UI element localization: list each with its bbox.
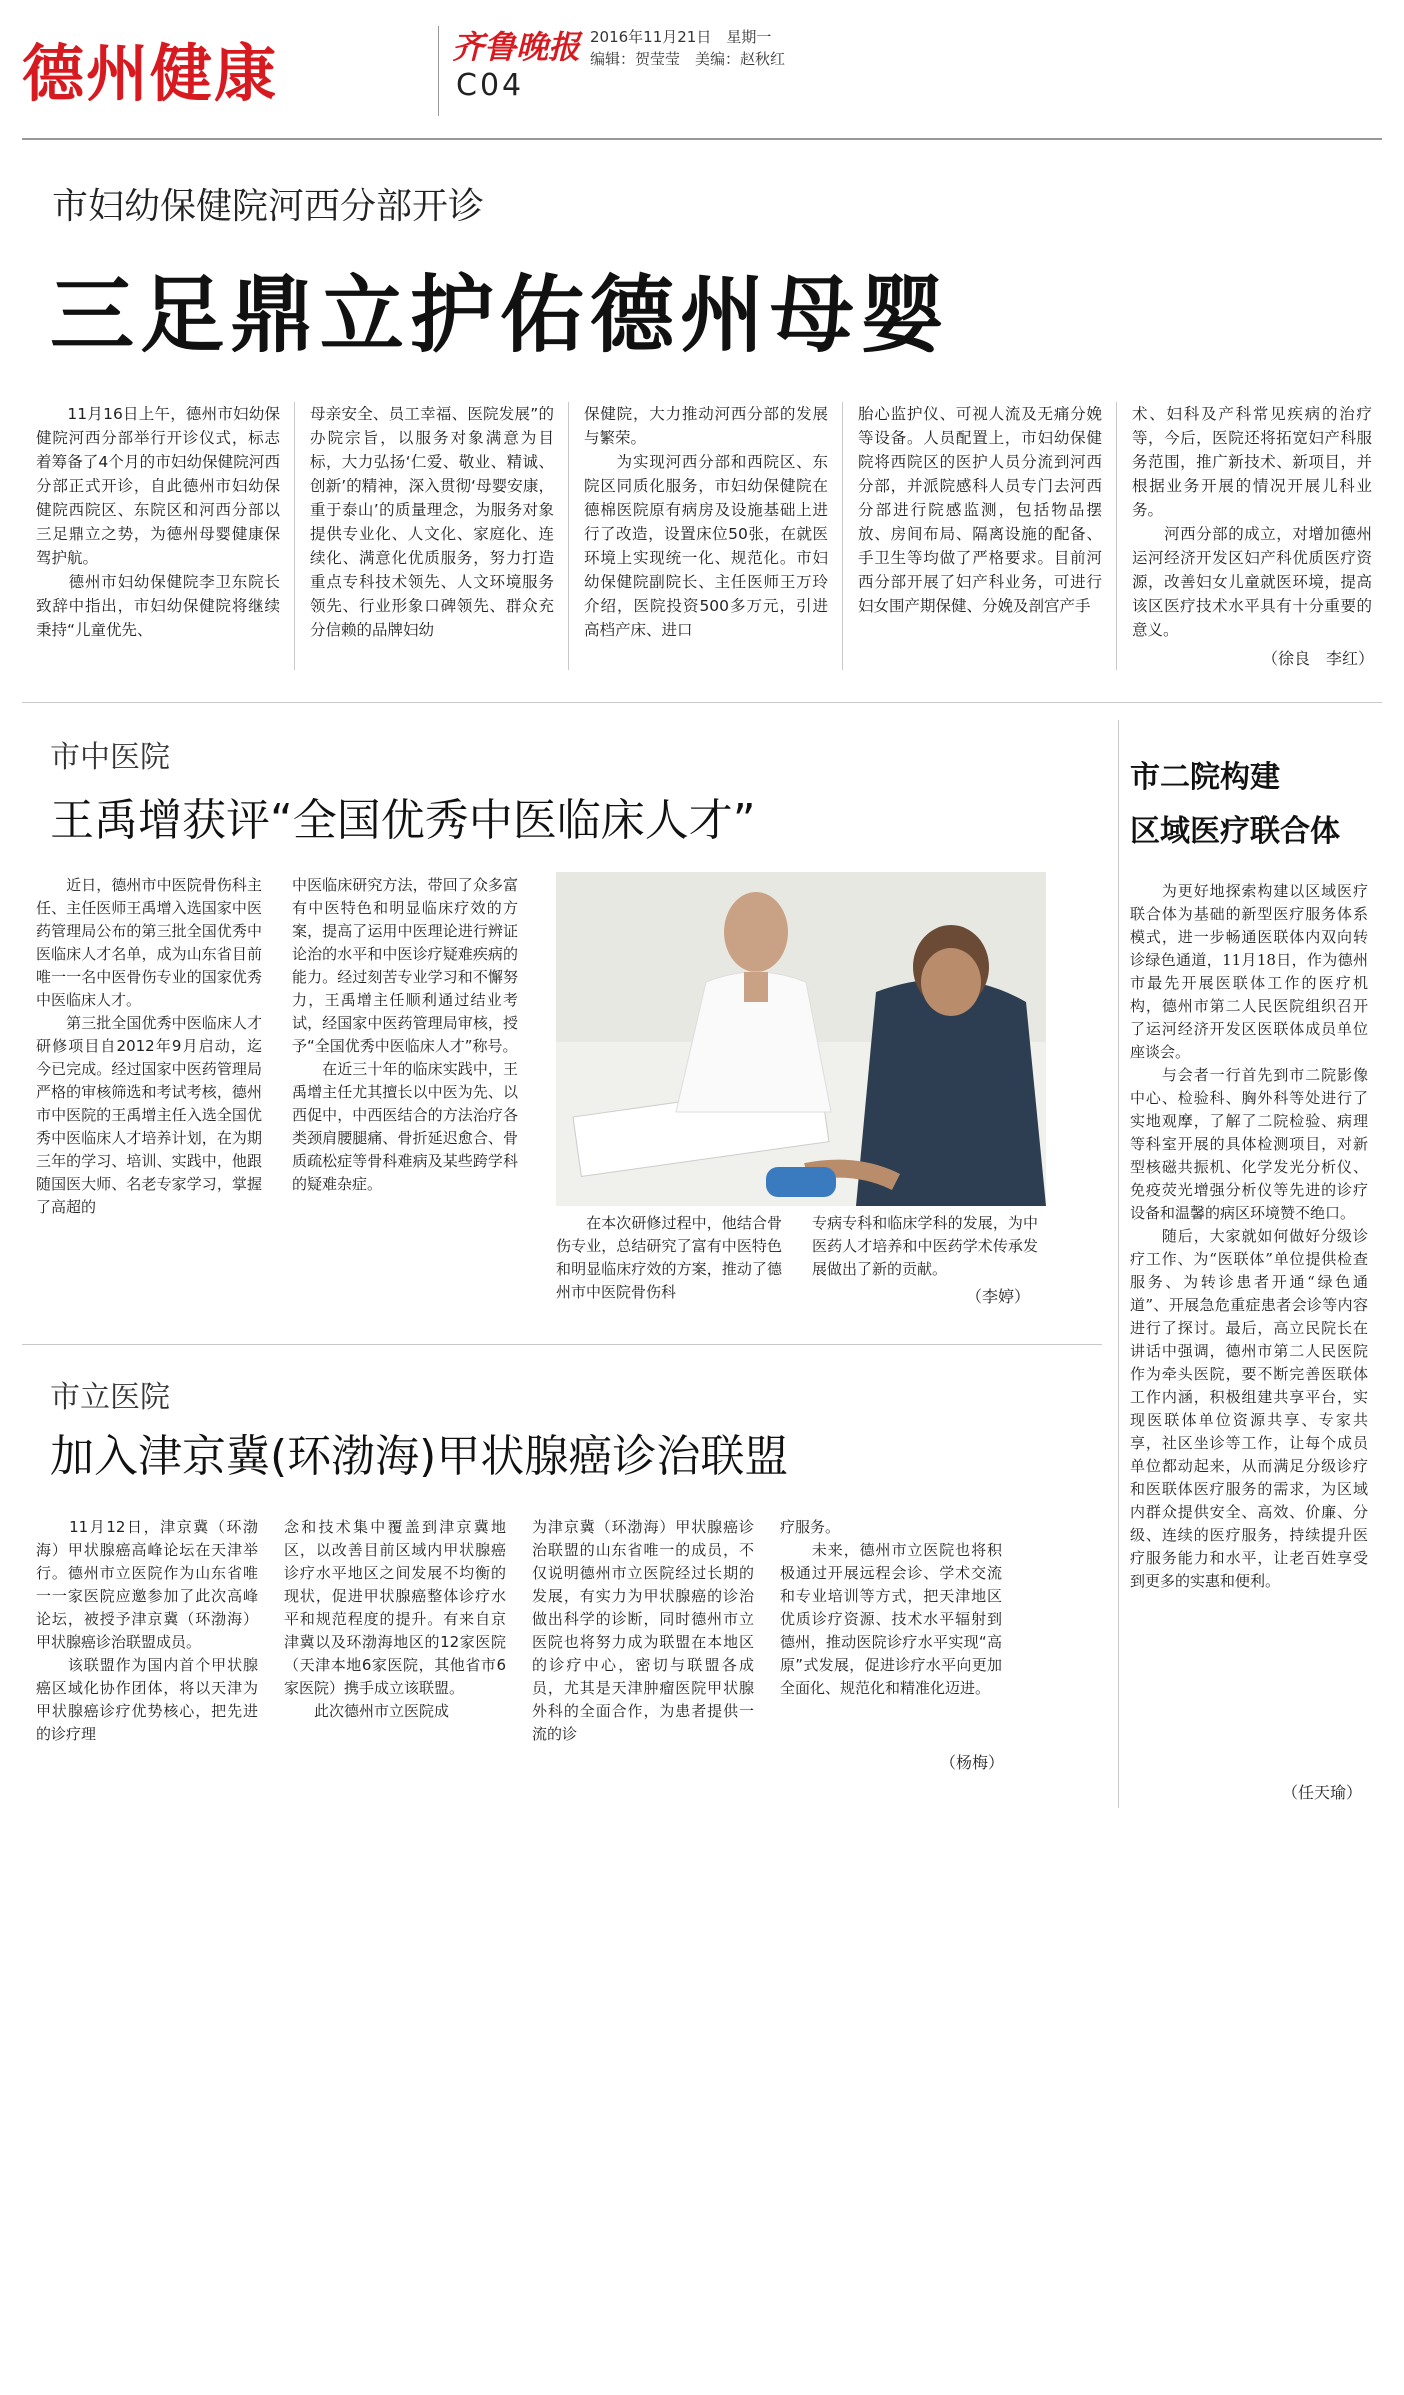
- masthead-rule: [22, 138, 1382, 140]
- article3-column-1: 11月12日，津京冀（环渤海）甲状腺癌高峰论坛在天津举行。德州市立医院作为山东省唯一一家医院应邀参加了此次高峰论坛，被授予津京冀（环渤海）甲状腺癌诊治联盟成员。 该联盟作为国内首个甲状腺癌区域化协作团体，将以天津为甲状腺癌诊疗优势核心，把先进的诊疗理: [36, 1518, 258, 1743]
- column-divider: [842, 402, 843, 670]
- article4-headline-line1: 市二院构建: [1130, 760, 1280, 795]
- article2-headline: 王禹增获评“全国优秀中医临床人才”: [50, 795, 756, 846]
- column-divider: [1116, 402, 1117, 670]
- editors-line: 编辑：贺莹莹 美编：赵秋红: [590, 50, 786, 68]
- article2-column-4: 专病专科和临床学科的发展，为中医药人才培养和中医药学术传承发展做出了新的贡献。: [812, 1214, 1038, 1278]
- article1-headline: 三足鼎立护佑德州母婴: [50, 266, 951, 364]
- article1-column-3: 保健院，大力推动河西分部的发展与繁荣。 为实现河西分部和西院区、东院区同质化服务，市妇幼保健院在德棉医院原有病房及设施基础上进行了改造，设置床位50张，在就医环境上实现统一化、规范化。市妇幼保健院副院长、主任医师王万玲介绍，医院投资500多万元，引进高档产床、进口: [584, 405, 828, 639]
- article3-column-3: 为津京冀（环渤海）甲状腺癌诊治联盟的山东省唯一的成员，不仅说明德州市立医院经过长期的发展，有实力为甲状腺癌的诊治做出科学的诊断，同时德州市立医院也将努力成为联盟在本地区的诊疗中心，密切与联盟各成员，尤其是天津肿瘤医院甲状腺外科的全面合作，为患者提供一流的诊: [532, 1518, 754, 1743]
- article3-headline: 加入津京冀(环渤海)甲状腺癌诊治联盟: [50, 1431, 789, 1482]
- article3-column-4: 疗服务。 未来，德州市立医院也将积极通过开展远程会诊、学术交流和专业培训等方式，把天津地区优质诊疗资源、技术水平辐射到德州，推动医院诊疗水平实现“高原”式发展，促进诊疗水平向更加全面化、规范化和精准化迈进。: [780, 1518, 1002, 1697]
- article2-kicker: 市中医院: [50, 740, 170, 775]
- section-rule: [22, 1344, 1102, 1345]
- photo-illustration: [556, 872, 1046, 1206]
- article2-column-2: 中医临床研究方法，带回了众多富有中医特色和明显临床疗效的方案，提高了运用中医理论进行辨证论治的水平和中医诊疗疑难疾病的能力。经过刻苦专业学习和不懈努力，王禹增主任顺利通过结业考试，经国家中医药管理局审核，授予“全国优秀中医临床人才”称号。 在近三十年的临床实践中，王禹增主任尤其擅长以中医为先、以西促中，中西医结合的方法治疗各类颈肩腰腿痛、骨折延迟愈合、骨质疏松症等骨科难病及某些跨学科的疑难杂症。: [292, 876, 518, 1193]
- article4-body: 为更好地探索构建以区域医疗联合体为基础的新型医疗服务体系模式，进一步畅通医联体内双向转诊绿色通道，11月18日，作为德州市最先开展医联体工作的医疗机构，德州市第二人民医院组织召开了运河经济开发区医联体成员单位座谈会。 与会者一行首先到市二院影像中心、检验科、胸外科等处进行了实地观摩，了解了二院检验、病理等科室开展的具体检测项目，对新型核磁共振机、化学发光分析仪、免疫荧光增强分析仪等先进的诊疗设备和温馨的病区环境赞不绝口。 随后，大家就如何做好分级诊疗工作、为“医联体”单位提供检查服务、为转诊患者开通“绿色通道”、开展急危重症患者会诊等内容进行了探讨。最后，高立民院长在讲话中强调，德州市第二人民医院作为牵头医院，要不断完善医联体工作内涵，积极组建共享平台，实现医联体单位资源共享、专家共享，社区坐诊等工作，让每个成员单位都动起来，从而满足分级诊疗和医联体医疗服务的需求，为区域内群众提供安全、高效、价廉、分级、连续的医疗服务，持续提升医疗服务能力和水平，让老百姓享受到更多的实惠和便利。: [1130, 882, 1368, 1590]
- article4-byline: （任天瑜）: [1282, 1783, 1363, 1802]
- article1-kicker: 市妇幼保健院河西分部开诊: [52, 186, 485, 227]
- masthead-divider: [438, 26, 439, 116]
- article3-kicker: 市立医院: [50, 1380, 170, 1415]
- article2-photo: [556, 872, 1046, 1206]
- article1-byline: （徐良 李红）: [1262, 649, 1375, 668]
- page-code: C04: [456, 68, 525, 103]
- article4-headline-line2: 区域医疗联合体: [1130, 814, 1340, 849]
- date-line: 2016年11月21日 星期一: [590, 28, 772, 46]
- sidebar-divider: [1118, 720, 1119, 1808]
- article2-byline: （李婷）: [966, 1287, 1031, 1306]
- section-rule: [22, 702, 1382, 703]
- article1-column-4: 胎心监护仪、可视人流及无痛分娩等设备。人员配置上，市妇幼保健院将西院区的医护人员分流到河西分部，并派院感科人员专门去河西分部进行院感监测，包括物品摆放、房间布局、隔离设施的配备、手卫生等均做了严格要求。目前河西分部开展了妇产科业务，可进行妇女围产期保健、分娩及剖宫产手: [858, 405, 1102, 615]
- section-title: 德州健康: [22, 37, 279, 110]
- article2-column-1: 近日，德州市中医院骨伤科主任、主任医师王禹增入选国家中医药管理局公布的第三批全国优秀中医临床人才名单，成为山东省目前唯一一名中医骨伤专业的国家优秀中医临床人才。 第三批全国优秀中医临床人才研修项目自2012年9月启动，迄今已完成。经过国家中医药管理局严格的审核筛选和考试考核，德州市中医院的王禹增主任入选全国优秀中医临床人才培养计划，在为期三年的学习、培训、实践中，他跟随国医大师、名老专家学习，掌握了高超的: [36, 876, 262, 1216]
- article1-column-5: 术、妇科及产科常见疾病的治疗等，今后，医院还将拓宽妇产科服务范围，推广新技术、新项目，并根据业务开展的情况开展儿科业务。 河西分部的成立，对增加德州运河经济开发区妇产科优质医疗资源，改善妇女儿童就医环境，提高该区医疗技术水平具有十分重要的意义。: [1132, 405, 1372, 639]
- paper-logo: 齐鲁晚报: [452, 28, 581, 66]
- article3-byline: （杨梅）: [940, 1753, 1005, 1772]
- article1-column-2: 母亲安全、员工幸福、医院发展”的办院宗旨，以服务对象满意为目标，大力弘扬‘仁爱、敬业、精诚、创新’的精神，深入贯彻‘母婴安康，重于泰山’的质量理念，为服务对象提供专业化、人文化、家庭化、连续化、满意化优质服务，努力打造重点专科技术领先、人文环境服务领先、行业形象口碑领先、群众充分信赖的品牌妇幼: [310, 405, 554, 639]
- article1-column-1: 11月16日上午，德州市妇幼保健院河西分部举行开诊仪式，标志着筹备了4个月的市妇幼保健院河西分部正式开诊，自此德州市妇幼保健院西院区、东院区和河西分部以三足鼎立之势，为德州母婴健康保驾护航。 德州市妇幼保健院李卫东院长致辞中指出，市妇幼保健院将继续秉持“儿童优先、: [36, 405, 280, 639]
- article2-column-3: 在本次研修过程中，他结合骨伤专业，总结研究了富有中医特色和明显临床疗效的方案，推动了德州市中医院骨伤科: [556, 1214, 782, 1301]
- column-divider: [568, 402, 569, 670]
- column-divider: [294, 402, 295, 670]
- article3-column-2: 念和技术集中覆盖到津京冀地区，以改善目前区域内甲状腺癌诊疗水平地区之间发展不均衡的现状，促进甲状腺癌整体诊疗水平和规范程度的提升。有来自京津冀以及环渤海地区的12家医院（天津本地6家医院，其他省市6家医院）携手成立该联盟。 此次德州市立医院成: [284, 1518, 506, 1720]
